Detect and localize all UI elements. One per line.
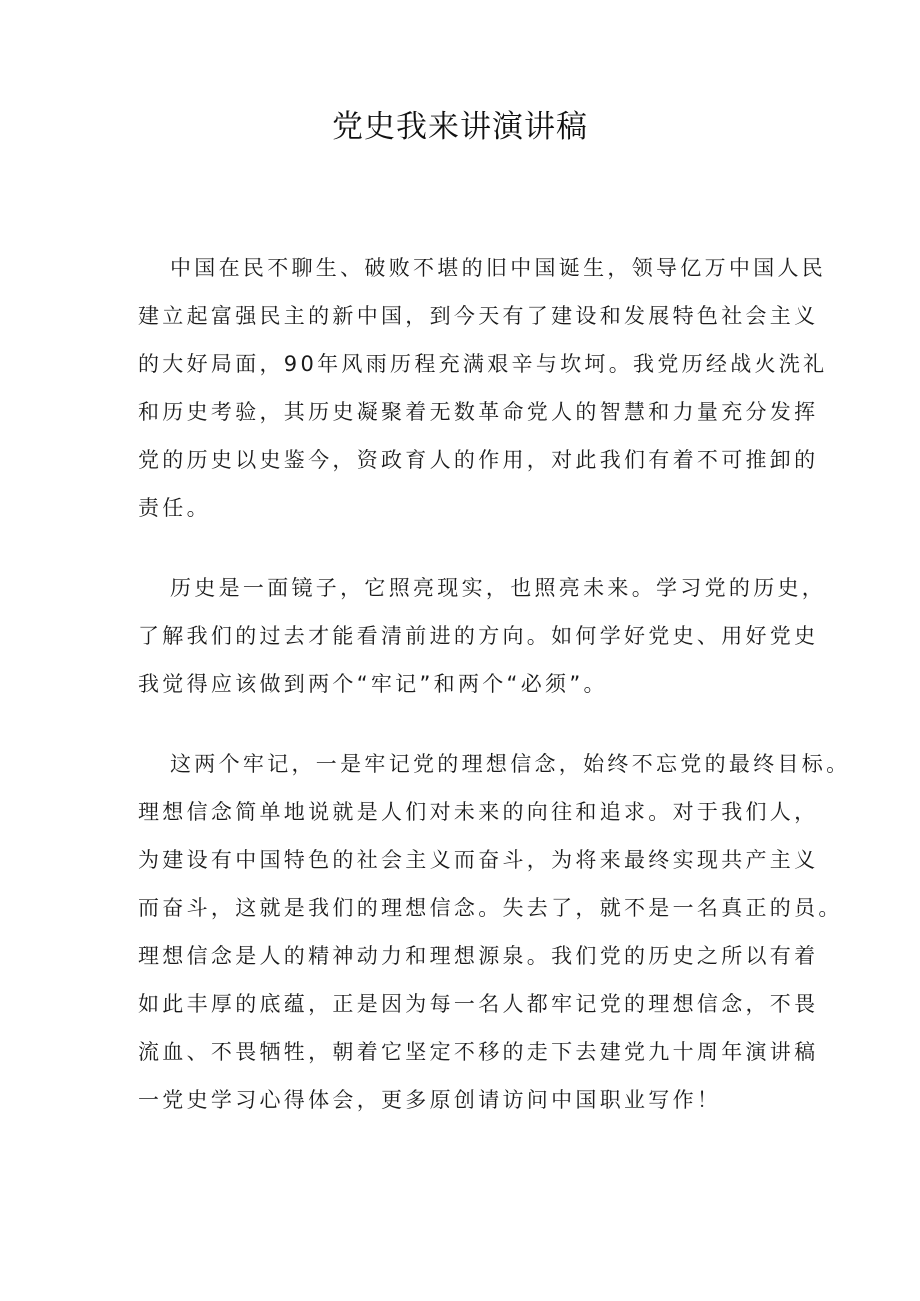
paragraph-1-line-3: 的大好局面，90年风雨历程充满艰辛与坎坷。我党历经战火洗礼 bbox=[138, 352, 828, 376]
paragraph-3-line-7: 流血、不畏牺牲，朝着它坚定不移的走下去建党九十周年演讲稿 bbox=[138, 1040, 819, 1064]
paragraph-3-line-1: 这两个牢记，一是牢记党的理想信念，始终不忘党的最终目标。 bbox=[170, 752, 851, 776]
paragraph-3-line-4: 而奋斗，这就是我们的理想信念。失去了，就不是一名真正的员。 bbox=[138, 896, 843, 920]
paragraph-1-line-6: 责任。 bbox=[138, 496, 211, 520]
paragraph-3-line-5: 理想信念是人的精神动力和理想源泉。我们党的历史之所以有着 bbox=[138, 944, 819, 968]
paragraph-2-line-1: 历史是一面镜子，它照亮现实，也照亮未来。学习党的历史， bbox=[170, 576, 827, 600]
paragraph-1-line-5: 党的历史以史鉴今，资政育人的作用，对此我们有着不可推卸的 bbox=[138, 448, 819, 472]
paragraph-1-line-1: 中国在民不聊生、破败不堪的旧中国诞生，领导亿万中国人民 bbox=[170, 256, 827, 280]
paragraph-3-line-3: 为建设有中国特色的社会主义而奋斗，为将来最终实现共产主义 bbox=[138, 848, 819, 872]
paragraph-3-line-2: 理想信念简单地说就是人们对未来的向往和追求。对于我们人， bbox=[138, 800, 819, 824]
paragraph-2-line-2: 了解我们的过去才能看清前进的方向。如何学好党史、用好党史 bbox=[138, 624, 819, 648]
paragraph-2-line-3: 我觉得应该做到两个“牢记”和两个“必须”。 bbox=[138, 672, 608, 696]
paragraph-1-line-2: 建立起富强民主的新中国，到今天有了建设和发展特色社会主义 bbox=[138, 304, 819, 328]
paragraph-3-line-8: 一党史学习心得体会，更多原创请访问中国职业写作！ bbox=[138, 1088, 722, 1112]
paragraph-1-line-4: 和历史考验，其历史凝聚着无数革命党人的智慧和力量充分发挥 bbox=[138, 400, 819, 424]
document-title: 党史我来讲演讲稿 bbox=[332, 109, 588, 145]
paragraph-3-line-6: 如此丰厚的底蕴，正是因为每一名人都牢记党的理想信念，不畏 bbox=[138, 992, 819, 1016]
